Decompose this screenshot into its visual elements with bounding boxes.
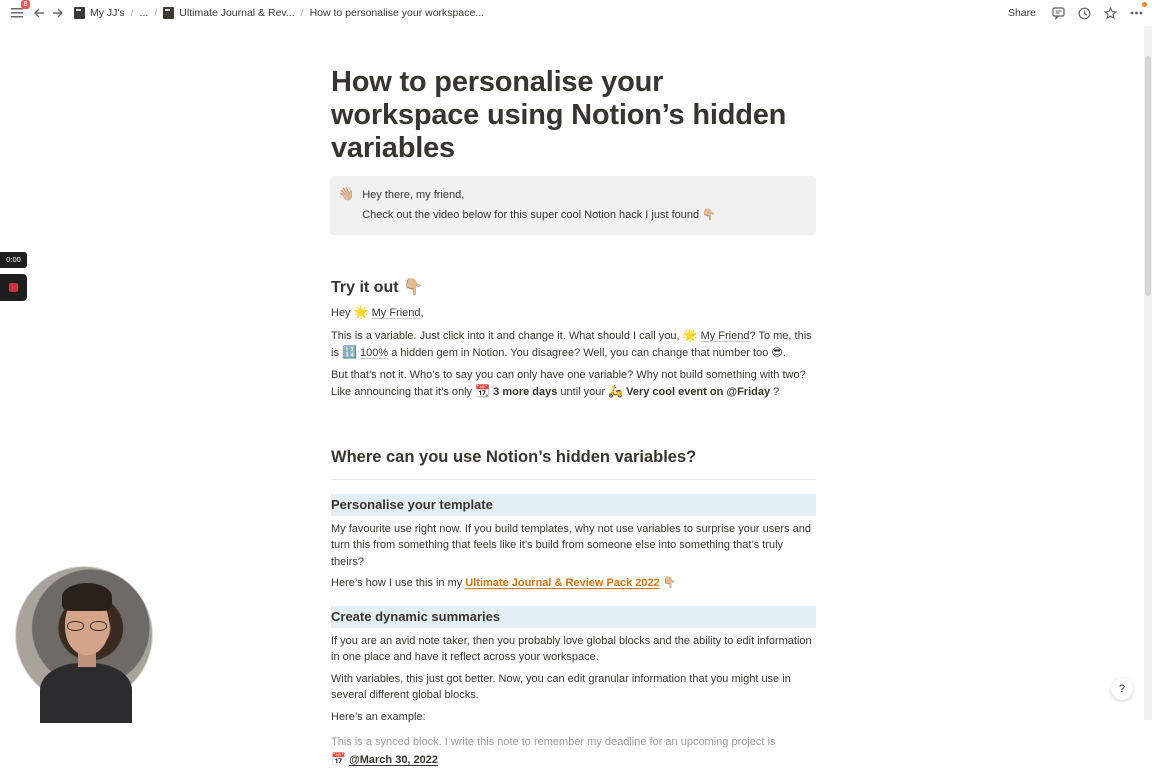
webcam-bubble[interactable] — [15, 566, 153, 704]
calendar-icon: 📅 — [331, 751, 346, 766]
top-bar — [0, 0, 1152, 26]
glasses-shape — [67, 621, 107, 631]
sidebar-menu-button[interactable] — [9, 1, 28, 21]
favorite-button[interactable] — [1102, 5, 1118, 21]
breadcrumb-label: My JJ's — [90, 7, 125, 19]
page-content — [331, 66, 816, 768]
breadcrumb-label: Ultimate Journal & Rev... — [179, 7, 295, 19]
breadcrumb-label: ... — [139, 7, 149, 19]
breadcrumb-item-ultimate-journal[interactable] — [160, 7, 297, 19]
paragraph-variables-better[interactable]: With variables, this just got better. Now, you can edit granular information that you might use in several different global blocks. — [331, 672, 791, 701]
heading-try-it-out[interactable]: Try it out 👇🏼 — [331, 279, 423, 296]
stop-icon — [9, 283, 18, 292]
variable-my-friend[interactable]: My Friend — [371, 307, 421, 319]
scrollbar[interactable] — [1144, 26, 1152, 720]
stop-recording-button[interactable] — [0, 274, 27, 301]
topbar-actions — [1004, 0, 1144, 26]
menu-icon — [11, 8, 23, 18]
back-button[interactable] — [31, 5, 47, 21]
more-horizontal-icon — [1130, 11, 1143, 15]
paragraph-favourite-use[interactable]: My favourite use right now. If you build templates, why not use variables to surprise your users and turn this from something that feels like it’s build from someone else into something that’s truly theirs? — [331, 522, 811, 568]
breadcrumb-item-my-jjs[interactable] — [71, 7, 128, 19]
heading-dynamic-summaries[interactable]: Create dynamic summaries — [331, 606, 816, 628]
heading-personalise-template[interactable]: Personalise your template — [331, 494, 816, 516]
sparkle-icon: 🌟 — [682, 327, 698, 342]
update-dot — [1142, 2, 1147, 7]
more-options-button[interactable] — [1128, 5, 1144, 21]
link-ultimate-journal[interactable]: Ultimate Journal & Review Pack 2022 — [465, 577, 660, 589]
arrow-right-icon — [52, 8, 63, 18]
scooter-icon: 🛵 — [608, 384, 624, 398]
date-mention[interactable]: @March 30, 2022 — [349, 753, 439, 766]
comments-button[interactable] — [1050, 5, 1066, 21]
variable-days[interactable]: 3 more days — [493, 386, 558, 398]
help-button[interactable]: ? — [1111, 678, 1133, 700]
breadcrumb: 8 My JJ's / ... / Ultimate Journal & Rev... / How to personalise your workspace... — [0, 5, 487, 21]
numbers-icon: 🔢 — [342, 345, 357, 359]
paragraph-hey[interactable]: Hey 🌟 My Friend, — [331, 305, 424, 319]
heading-where-can-you-use[interactable]: Where can you use Notion’s hidden variables? — [331, 445, 816, 480]
calendar-icon: 📆 — [475, 384, 491, 398]
notification-badge: 8 — [21, 0, 30, 9]
paragraph-variable-intro[interactable]: This is a variable. Just click into it and change it. What should I call you, 🌟 My Friend? To me, this is 🔢 100% a hidden gem in Notion. You disagree? Well, you can change that number too 😎. — [331, 327, 812, 359]
share-button[interactable]: Share — [1007, 7, 1036, 19]
notebook-icon — [163, 7, 174, 19]
updates-button[interactable] — [1076, 5, 1092, 21]
paragraph-how-i-use[interactable]: Here’s how I use this in my Ultimate Journal & Review Pack 2022 👇🏼 — [331, 577, 677, 589]
notebook-icon — [74, 7, 85, 19]
scrollbar-thumb[interactable] — [1145, 56, 1151, 296]
paragraph-example[interactable]: Here’s an example: — [331, 710, 426, 723]
breadcrumb-label: How to personalise your workspace... — [309, 7, 485, 19]
callout-line-1: Hey there, my friend, — [362, 189, 465, 201]
breadcrumb-item-ellipsis[interactable] — [137, 7, 152, 19]
variable-event[interactable]: Very cool event on @Friday — [626, 386, 771, 398]
callout-line-2: Check out the video below for this super cool Notion hack I just found 👇🏼 — [362, 209, 716, 221]
arrow-left-icon — [34, 8, 45, 18]
comment-icon — [1052, 7, 1065, 19]
synced-block[interactable]: This is a synced block. I write this note to remember my deadline for an upcoming project is 📅 @March 30, 2022 — [331, 736, 776, 766]
paragraph-note-taker[interactable]: If you are an avid note taker, then you probably love global blocks and the ability to edit information in one place and have it reflect across your workspace. — [331, 634, 812, 663]
waving-hand-icon: 👋🏼 — [338, 186, 355, 201]
paragraph-two-variables[interactable]: But that’s not it. Who’s to say you can only have one variable? Why not build something with two? Like announcing that it’s only 📆 3 more days until your 🛵 Very cool event on @Friday ? — [331, 368, 806, 398]
sparkle-icon: 🌟 — [353, 305, 369, 319]
breadcrumb-item-current-page[interactable] — [307, 7, 488, 19]
variable-my-friend[interactable]: My Friend — [700, 329, 750, 342]
variable-percent[interactable]: 100% — [360, 347, 389, 359]
star-icon — [1104, 7, 1117, 20]
recording-timecode: 0:00 — [0, 252, 27, 268]
page-title[interactable]: How to personalise your workspace using Notion’s hidden variables — [331, 66, 787, 164]
forward-button[interactable] — [49, 5, 65, 21]
clock-icon — [1078, 7, 1091, 20]
callout-block[interactable] — [330, 176, 816, 235]
